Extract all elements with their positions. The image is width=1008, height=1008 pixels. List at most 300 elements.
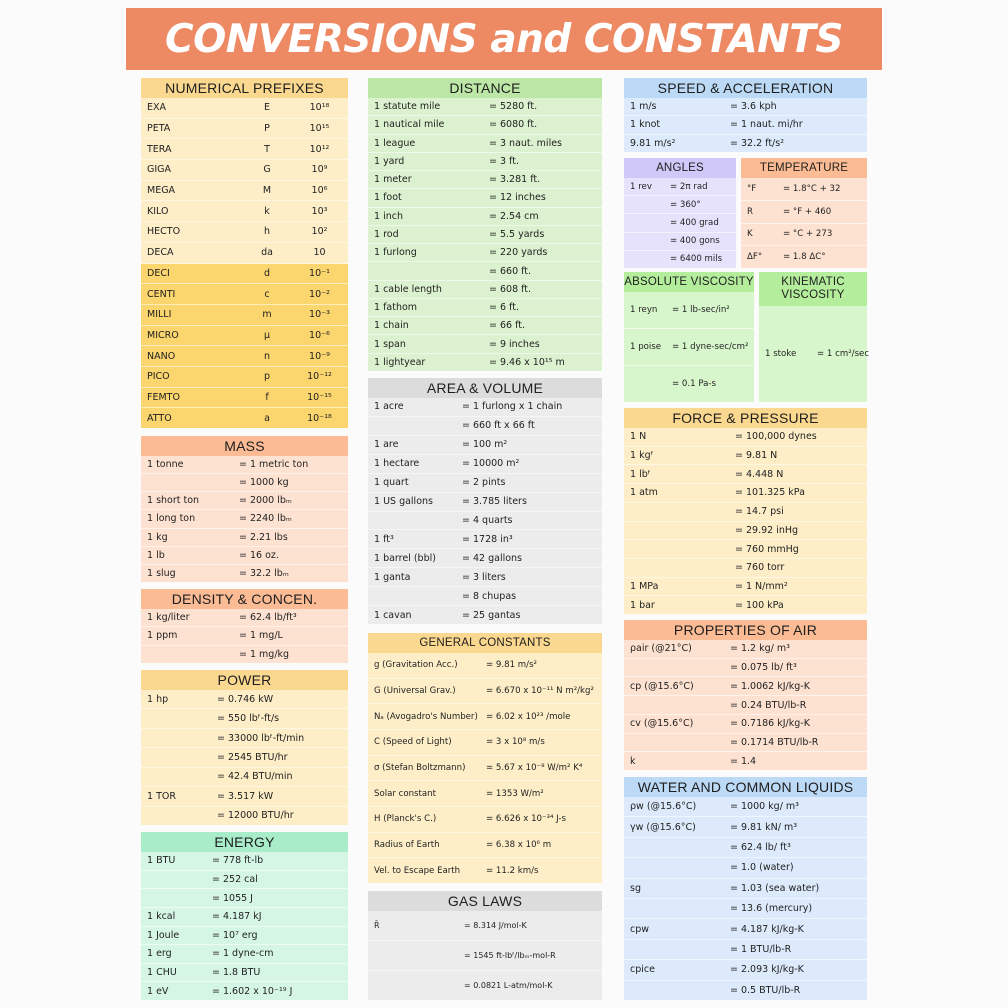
row-value: = 400 grad (670, 218, 719, 228)
prefixes-row (141, 305, 348, 326)
prefix-name: FEMTO (147, 391, 180, 403)
row-label: 1 meter (374, 174, 412, 186)
speed-panel (624, 78, 867, 152)
row-value: = °C + 273 (783, 229, 833, 240)
force-row (624, 596, 867, 614)
force-panel (624, 408, 867, 614)
gas-row (368, 971, 602, 1000)
row-label: cpice (630, 964, 655, 976)
row-label: 1 kcal (147, 911, 176, 923)
air-row (624, 734, 867, 753)
row-label: 1 US gallons (374, 496, 433, 508)
temp-row (741, 201, 867, 224)
mass-row (141, 547, 348, 565)
prefix-name: DECA (147, 247, 174, 259)
row-value: = 2.093 kJ/kg-K (730, 964, 804, 976)
row-value: = °F + 460 (783, 206, 832, 217)
row-value: = 6.38 x 10⁶ m (486, 840, 552, 851)
prefix-name: HECTO (147, 226, 181, 238)
row-value: = 6 ft. (489, 302, 519, 314)
area-row (368, 474, 602, 493)
row-label: 1 stoke (765, 349, 797, 359)
prefixes-row (141, 408, 348, 428)
row-value: = 3 ft. (489, 155, 519, 167)
row-label: Vel. to Escape Earth (374, 865, 461, 876)
row-label: ρw (@15.6°C) (630, 801, 697, 813)
prefix-symbol: f (265, 391, 269, 403)
row-label: 1 inch (374, 210, 403, 222)
kinvisc-panel (759, 272, 870, 402)
row-value: = 8.314 J/mol-K (464, 921, 527, 930)
mass-row (141, 529, 348, 547)
row-label: 1 span (374, 338, 406, 350)
row-value: = 0.075 lb/ ft³ (730, 662, 797, 674)
angles-row (624, 178, 736, 196)
mass-row (141, 510, 348, 528)
area-row (368, 549, 602, 568)
distance-heading: DISTANCE (368, 78, 602, 98)
row-value: = 9.81 N (735, 450, 778, 462)
row-value: = 360° (670, 199, 701, 210)
row-value: = 25 gantas (462, 609, 521, 621)
prefix-name: PICO (147, 371, 170, 383)
row-label: 1 bar (630, 599, 655, 611)
prefix-symbol: μ (263, 329, 271, 341)
energy-heading: ENERGY (141, 832, 348, 852)
row-value: = 1 metric ton (239, 459, 309, 471)
absvisc-body (624, 292, 754, 402)
row-label: 1 lightyear (374, 356, 426, 368)
mass-body (141, 456, 348, 582)
mass-row (141, 456, 348, 474)
constants-row (368, 679, 602, 705)
force-row (624, 447, 867, 466)
row-label: 1 atm (630, 487, 658, 499)
row-value: = 0.5 BTU/lb-R (730, 984, 801, 996)
distance-row (368, 299, 602, 317)
row-label: °F (747, 183, 757, 194)
prefix-factor: 10⁻¹ (309, 267, 330, 279)
row-value: = 6080 ft. (489, 119, 538, 131)
prefix-factor: 10² (311, 226, 328, 238)
water-body (624, 797, 867, 1000)
distance-row (368, 262, 602, 280)
row-value: = 760 torr (735, 562, 785, 574)
row-value: = 2240 lbₘ (239, 513, 292, 525)
prefix-name: MICRO (147, 329, 179, 341)
area-row (368, 398, 602, 417)
row-value: = 1.8 ΔC° (783, 252, 826, 263)
row-value: = 13.6 (mercury) (730, 903, 813, 915)
row-value: = 1 cm²/sec (817, 349, 870, 359)
row-value: = 1728 in³ (462, 533, 513, 545)
prefix-name: KILO (147, 205, 169, 217)
power-body (141, 690, 348, 825)
density-row (141, 609, 348, 627)
row-label: 1 m/s (630, 101, 657, 113)
prefix-name: ATTO (147, 412, 172, 424)
power-row (141, 729, 348, 748)
power-heading: POWER (141, 670, 348, 690)
row-value: = 400 gons (670, 236, 720, 247)
gas-body (368, 911, 602, 1000)
distance-row (368, 354, 602, 371)
row-value: = 100,000 dynes (735, 431, 817, 443)
temp-row (741, 246, 867, 268)
prefixes-row (141, 98, 348, 119)
row-label: 1 nautical mile (374, 119, 445, 131)
row-value: = 3.281 ft. (489, 174, 541, 186)
prefix-factor: 10³ (311, 205, 328, 217)
angles-row (624, 214, 736, 232)
row-label: 1 TOR (147, 790, 176, 802)
constants-row (368, 858, 602, 883)
row-value: = 1.0062 kJ/kg-K (730, 680, 810, 692)
row-value: = 3 x 10⁸ m/s (486, 737, 545, 748)
row-label: 1 fathom (374, 302, 418, 314)
row-value: = 1 mg/L (239, 630, 283, 642)
power-row (141, 748, 348, 767)
row-label: ρair (@21°C) (630, 643, 692, 655)
prefix-symbol: n (263, 350, 271, 362)
absvisc-heading: ABSOLUTE VISCOSITY (624, 272, 754, 292)
row-value: = 1.602 x 10⁻¹⁹ J (212, 985, 293, 997)
row-label: 1 ppm (147, 630, 178, 642)
row-label: 1 Joule (147, 929, 180, 941)
prefix-symbol: T (264, 143, 270, 155)
row-value: = 1545 ft-lbᶠ/lbₘ-mol-R (464, 951, 556, 960)
distance-row (368, 226, 602, 244)
distance-row (368, 317, 602, 335)
gas-row (368, 911, 602, 941)
constants-row (368, 833, 602, 859)
row-label: σ (Stefan Boltzmann) (374, 763, 466, 774)
energy-panel (141, 832, 348, 1000)
prefix-factor: 10¹⁸ (309, 102, 330, 114)
row-value: = 1 N/mm² (735, 580, 788, 592)
row-value: = 62.4 lb/ ft³ (730, 842, 791, 854)
air-row (624, 696, 867, 715)
prefix-name: NANO (147, 350, 176, 362)
row-label: 1 MPa (630, 580, 659, 592)
speed-heading: SPEED & ACCELERATION (624, 78, 867, 98)
row-label: cpw (630, 923, 650, 935)
row-label: sg (630, 882, 641, 894)
mass-heading: MASS (141, 436, 348, 456)
temp-row (741, 224, 867, 247)
row-value: = 10000 m² (462, 458, 520, 470)
energy-row (141, 964, 348, 983)
force-heading: FORCE & PRESSURE (624, 408, 867, 428)
density-row (141, 627, 348, 645)
prefix-factor: 10¹⁵ (309, 123, 330, 135)
prefixes-row (141, 181, 348, 202)
row-value: = 8 chupas (462, 590, 517, 602)
prefix-factor: 10⁶ (311, 185, 328, 197)
prefixes-row (141, 119, 348, 140)
constants-row (368, 730, 602, 756)
row-label: 1 kg (147, 531, 168, 543)
absvisc-row (624, 329, 754, 366)
absvisc-row (624, 366, 754, 402)
angles-row (624, 196, 736, 214)
row-value: = 9.81 kN/ m³ (730, 821, 798, 833)
prefix-name: CENTI (147, 288, 176, 300)
water-row (624, 817, 867, 837)
row-value: = 33000 lbᶠ-ft/min (217, 732, 305, 744)
row-value: = 220 yards (489, 247, 548, 259)
gas-row (368, 941, 602, 971)
row-value: = 6.626 x 10⁻³⁴ J-s (486, 814, 566, 825)
area-row (368, 530, 602, 549)
energy-row (141, 927, 348, 946)
gas-panel (368, 891, 602, 1000)
prefix-name: DECI (147, 267, 170, 279)
air-panel (624, 620, 867, 770)
row-label: 1 foot (374, 192, 402, 204)
row-label: K (747, 229, 753, 240)
row-value: = 1.8 BTU (212, 967, 261, 979)
prefix-name: MEGA (147, 185, 176, 197)
water-row (624, 899, 867, 919)
kinvisc-heading: KINEMATIC VISCOSITY (759, 272, 867, 306)
row-value: = 1 lb-sec/in² (672, 305, 730, 315)
prefixes-row (141, 284, 348, 305)
row-label: 1 kgᶠ (630, 450, 654, 462)
row-value: = 6400 mils (670, 254, 723, 265)
row-value: = 252 cal (212, 873, 258, 885)
energy-row (141, 871, 348, 890)
row-label: 1 league (374, 137, 416, 149)
row-value: = 0.746 kW (217, 693, 274, 705)
row-value: = 1000 kg/ m³ (730, 801, 799, 813)
row-value: = 3.6 kph (730, 101, 777, 113)
row-value: = 660 ft. (489, 265, 532, 277)
prefixes-row (141, 201, 348, 222)
force-row (624, 522, 867, 541)
prefixes-row (141, 326, 348, 347)
air-row (624, 659, 867, 678)
air-row (624, 640, 867, 659)
temp-heading: TEMPERATURE (741, 158, 867, 178)
water-row (624, 879, 867, 899)
constants-row (368, 756, 602, 782)
area-body (368, 398, 602, 624)
row-value: = 9.46 x 10¹⁵ m (489, 356, 565, 368)
distance-row (368, 98, 602, 116)
prefix-symbol: d (263, 267, 271, 279)
distance-row (368, 335, 602, 353)
constants-row (368, 653, 602, 679)
row-label: 1 short ton (147, 495, 200, 507)
distance-row (368, 244, 602, 262)
angles-row (624, 233, 736, 251)
row-value: = 2000 lbₘ (239, 495, 292, 507)
distance-body (368, 98, 602, 371)
prefix-symbol: da (261, 247, 273, 259)
row-value: = 778 ft-lb (212, 855, 264, 867)
row-value: = 42 gallons (462, 552, 523, 564)
prefixes-body (141, 98, 348, 428)
row-value: = 0.24 BTU/lb-R (730, 699, 807, 711)
power-panel (141, 670, 348, 825)
row-label: 1 cavan (374, 609, 412, 621)
row-value: = 760 mmHg (735, 543, 799, 555)
constants-heading: GENERAL CONSTANTS (368, 633, 602, 653)
prefix-symbol: M (262, 185, 272, 197)
row-label: 1 knot (630, 119, 661, 131)
row-value: = 1 BTU/lb-R (730, 944, 792, 956)
prefix-factor: 10⁻³ (309, 309, 330, 321)
row-label: γw (@15.6°C) (630, 821, 696, 833)
row-value: = 0.7186 kJ/kg-K (730, 718, 810, 730)
row-label: R̄ (374, 921, 380, 930)
row-value: = 11.2 km/s (486, 865, 539, 876)
prefix-name: EXA (147, 102, 167, 114)
row-label: ΔF° (747, 252, 763, 263)
density-row (141, 646, 348, 663)
row-label: k (630, 755, 636, 767)
prefix-name: GIGA (147, 164, 172, 176)
row-label: 1 BTU (147, 855, 176, 867)
row-value: = 12 inches (489, 192, 546, 204)
prefix-factor: 10⁻¹⁵ (307, 391, 332, 403)
power-row (141, 709, 348, 728)
title-banner (126, 8, 882, 70)
speed-row (624, 98, 867, 116)
density-heading: DENSITY & CONCEN. (141, 589, 348, 609)
row-label: 1 are (374, 439, 399, 451)
area-row (368, 417, 602, 436)
constants-row (368, 781, 602, 807)
force-row (624, 503, 867, 522)
prefixes-panel (141, 78, 348, 428)
row-label: g (Gravitation Acc.) (374, 660, 458, 671)
area-row (368, 436, 602, 455)
row-value: = 2π rad (670, 181, 708, 192)
row-value: = 5.67 x 10⁻⁸ W/m² K⁴ (486, 763, 583, 774)
angles-panel (624, 158, 736, 268)
row-label: 1 lb (147, 549, 165, 561)
prefixes-row (141, 367, 348, 388)
absvisc-row (624, 292, 754, 329)
row-value: = 0.1 Pa-s (672, 379, 716, 389)
row-value: = 4 quarts (462, 514, 513, 526)
prefix-name: TERA (147, 143, 172, 155)
row-label: 1 cable length (374, 283, 442, 295)
prefix-symbol: E (263, 102, 270, 114)
prefixes-heading: NUMERICAL PREFIXES (141, 78, 348, 98)
row-label: Nₐ (Avogadro's Number) (374, 711, 478, 722)
gas-heading: GAS LAWS (368, 891, 602, 911)
distance-row (368, 116, 602, 134)
force-row (624, 465, 867, 484)
page-title: CONVERSIONS and CONSTANTS (165, 16, 843, 62)
mass-row (141, 474, 348, 492)
distance-panel (368, 78, 602, 371)
force-row (624, 484, 867, 503)
energy-body (141, 852, 348, 1000)
prefixes-row (141, 264, 348, 285)
row-value: = 42.4 BTU/min (217, 771, 293, 783)
row-label: 1 barrel (bbl) (374, 552, 436, 564)
row-label: cp (@15.6°C) (630, 680, 694, 692)
row-label: 1 hectare (374, 458, 420, 470)
water-row (624, 940, 867, 960)
row-value: = 660 ft x 66 ft (462, 420, 535, 432)
row-label: Solar constant (374, 788, 436, 799)
temp-row (741, 178, 867, 201)
row-value: = 2545 BTU/hr (217, 751, 288, 763)
prefixes-row (141, 222, 348, 243)
row-value: = 6.02 x 10²³ /mole (486, 711, 571, 722)
row-value: = 2.54 cm (489, 210, 539, 222)
row-value: = 1.2 kg/ m³ (730, 643, 790, 655)
row-label: 1 acre (374, 401, 404, 413)
area-row (368, 568, 602, 587)
row-label: C (Speed of Light) (374, 737, 452, 748)
row-value: = 550 lbᶠ-ft/s (217, 713, 280, 725)
row-value: = 100 kPa (735, 599, 784, 611)
row-value: = 3.785 liters (462, 496, 527, 508)
speed-body (624, 98, 867, 152)
energy-row (141, 852, 348, 871)
prefix-factor: 10⁻⁹ (309, 350, 330, 362)
row-label: 1 furlong (374, 247, 417, 259)
area-row (368, 493, 602, 512)
air-body (624, 640, 867, 770)
water-row (624, 838, 867, 858)
angles-row (624, 251, 736, 268)
row-value: = 62.4 lb/ft³ (239, 612, 297, 624)
row-value: = 0.1714 BTU/lb-R (730, 736, 819, 748)
row-value: = 2 pints (462, 477, 506, 489)
row-label: Radius of Earth (374, 840, 440, 851)
row-label: H (Planck's C.) (374, 814, 437, 825)
constants-panel (368, 633, 602, 883)
area-panel (368, 378, 602, 624)
row-value: = 4.187 kJ (212, 911, 262, 923)
distance-row (368, 208, 602, 226)
kinvisc-body (759, 306, 870, 402)
prefixes-row (141, 243, 348, 264)
row-value: = 1 naut. mi/hr (730, 119, 803, 131)
prefix-symbol: p (263, 371, 271, 383)
row-value: = 4.187 kJ/kg-K (730, 923, 804, 935)
power-row (141, 807, 348, 825)
prefix-symbol: c (264, 288, 270, 300)
distance-row (368, 281, 602, 299)
row-label: 1 kg/liter (147, 612, 190, 624)
row-value: = 32.2 ft/s² (730, 137, 785, 149)
row-label: 1 yard (374, 155, 405, 167)
force-row (624, 540, 867, 559)
row-value: = 101.325 kPa (735, 487, 805, 499)
energy-row (141, 908, 348, 927)
prefix-factor: 10⁹ (311, 164, 328, 176)
row-value: = 3.517 kW (217, 790, 274, 802)
constants-row (368, 807, 602, 833)
row-label: 1 lbᶠ (630, 468, 651, 480)
row-value: = 3 liters (462, 571, 506, 583)
row-label: 1 erg (147, 948, 172, 960)
mass-row (141, 565, 348, 582)
prefix-factor: 10 (313, 247, 326, 259)
speed-row (624, 135, 867, 152)
air-row (624, 677, 867, 696)
row-value: = 100 m² (462, 439, 508, 451)
row-label: 1 chain (374, 320, 409, 332)
